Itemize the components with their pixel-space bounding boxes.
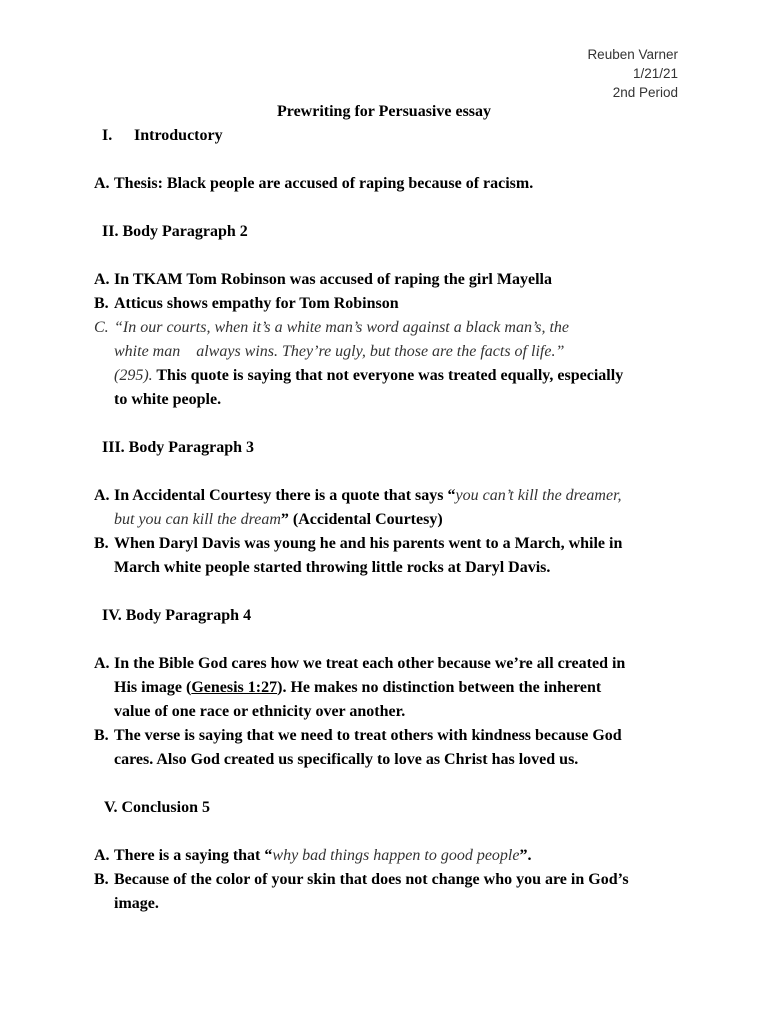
- quote-text: but you can kill the dream: [114, 511, 281, 528]
- section-introductory-heading: [102, 124, 223, 148]
- quote-text: why bad things happen to good people: [272, 847, 520, 864]
- item-text: In TKAM Tom Robinson was accused of raping the girl Mayella: [114, 271, 552, 288]
- section-title: Introductory: [134, 127, 223, 144]
- item-text: His image (: [114, 679, 192, 696]
- item-label: B.: [94, 535, 109, 552]
- item-text: ”.: [519, 847, 532, 864]
- intro-item-a: [94, 172, 674, 196]
- quote-text: you can’t kill the dreamer,: [455, 487, 622, 504]
- item-text: ” (Accidental Courtesy): [280, 511, 443, 528]
- body3-item-a: [94, 484, 674, 532]
- item-text: The verse is saying that we need to treat others with kindness because God: [114, 727, 622, 744]
- item-label: A.: [94, 175, 110, 192]
- item-label: A.: [94, 271, 110, 288]
- item-text: Because of the color of your skin that does not change who you are in God’s: [114, 871, 629, 888]
- body4-item-a: [94, 652, 674, 724]
- item-label: B.: [94, 295, 109, 312]
- quote-text: “In our courts, when it’s a white man’s word against a black man’s, the: [114, 319, 569, 336]
- body4-item-b: [94, 724, 674, 772]
- item-text: image.: [114, 895, 159, 912]
- conclusion-item-a: [94, 844, 674, 868]
- item-text: This quote is saying that not everyone was treated equally, especially: [152, 367, 624, 384]
- item-label: A.: [94, 655, 110, 672]
- item-label: B.: [94, 871, 109, 888]
- quote-text: white man always wins. They’re ugly, but those are the facts of life.”: [114, 343, 565, 360]
- section-conclusion-heading: V. Conclusion 5: [104, 799, 210, 816]
- body2-item-b: [94, 292, 674, 316]
- item-text: cares. Also God created us specifically to love as Christ has loved us.: [114, 751, 579, 768]
- item-label: A.: [94, 487, 110, 504]
- body3-item-b: [94, 532, 674, 580]
- author-block: [587, 45, 678, 102]
- item-text: In the Bible God cares how we treat each other because we’re all created in: [114, 655, 626, 672]
- item-text: Thesis: Black people are accused of raping because of racism.: [114, 175, 534, 192]
- quote-citation: (295).: [114, 367, 153, 384]
- item-label: A.: [94, 847, 110, 864]
- item-text: Atticus shows empathy for Tom Robinson: [114, 295, 399, 312]
- item-label: C.: [94, 319, 109, 336]
- body2-item-c: [94, 316, 674, 412]
- item-text: There is a saying that “: [114, 847, 273, 864]
- item-text: ). He makes no distinction between the inherent: [277, 679, 602, 696]
- page-title: Prewriting for Persuasive essay: [276, 103, 492, 120]
- date: 1/21/21: [632, 66, 678, 81]
- item-text: In Accidental Courtesy there is a quote that says “: [114, 487, 456, 504]
- section-numeral: I.: [102, 127, 113, 144]
- item-text: to white people.: [114, 391, 222, 408]
- scripture-link[interactable]: Genesis 1:27: [191, 679, 278, 696]
- conclusion-item-b: [94, 868, 674, 916]
- author-name: Reuben Varner: [587, 47, 678, 62]
- section-body-3-heading: III. Body Paragraph 3: [102, 439, 255, 456]
- item-label: B.: [94, 727, 109, 744]
- item-text: value of one race or ethnicity over another.: [114, 703, 406, 720]
- section-body-4-heading: IV. Body Paragraph 4: [102, 607, 252, 624]
- item-text: March white people started throwing little rocks at Daryl Davis.: [114, 559, 551, 576]
- item-text: When Daryl Davis was young he and his parents went to a March, while in: [114, 535, 623, 552]
- section-body-2-heading: II. Body Paragraph 2: [102, 223, 248, 240]
- class-period: 2nd Period: [612, 85, 678, 100]
- body2-item-a: [94, 268, 674, 292]
